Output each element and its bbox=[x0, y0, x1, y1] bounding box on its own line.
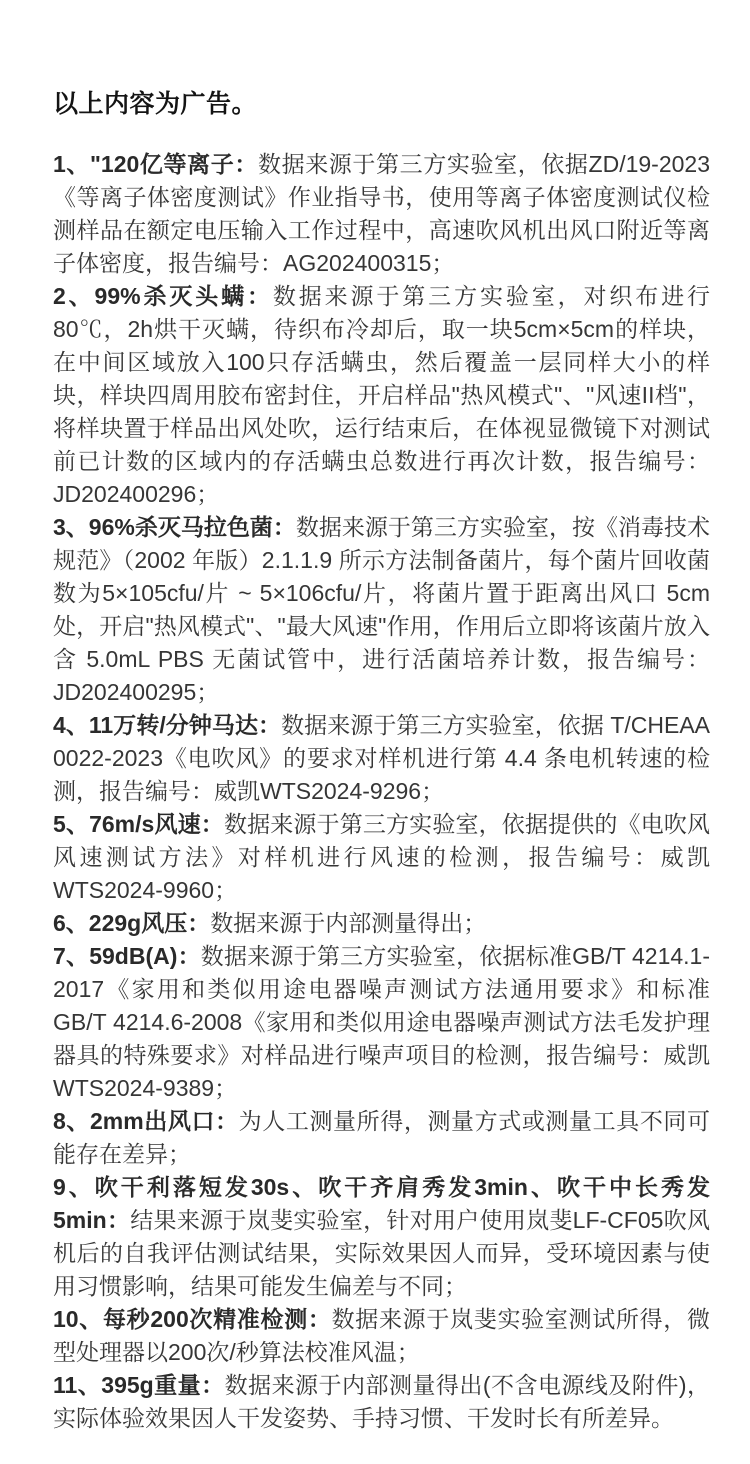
item-desc: 数据来源于第三方实验室，依据提供的《电吹风风速测试方法》对样机进行风速的检测，报告编号：威凯WTS2024-9960； bbox=[53, 811, 711, 903]
item-term: 2、99%杀灭头螨： bbox=[53, 283, 273, 309]
item-term: 5、76m/s风速： bbox=[53, 811, 224, 837]
item-term: 8、2mm出风口： bbox=[53, 1108, 239, 1134]
item-term: 1、"120亿等离子： bbox=[53, 151, 258, 177]
item-desc: 为人工测量所得，测量方式或测量工具不同可能存在差异； bbox=[53, 1108, 711, 1167]
item-desc: 数据来源于第三方实验室，依据标准GB/T 4214.1-2017《家用和类似用途电器噪声测试方法通用要求》和标准 GB/T 4214.6-2008《家用和类似用途电器噪声测试方法毛发护理器具的特殊要求》对样品进行噪声项目的检测，报告编号：威凯WTS2024-9389； bbox=[53, 943, 710, 1101]
disclaimer-item bbox=[53, 148, 710, 280]
page-title: 以上内容为广告。 bbox=[53, 90, 258, 118]
disclaimer-item bbox=[53, 709, 710, 808]
item-term: 7、59dB(A)： bbox=[53, 943, 201, 969]
item-desc: 结果来源于岚斐实验室，针对用户使用岚斐LF-CF05吹风机后的自我评估测试结果，实际效果因人而异，受环境因素与使用习惯影响，结果可能发生偏差与不同； bbox=[53, 1207, 710, 1299]
disclaimer-item bbox=[53, 1105, 710, 1171]
disclaimer-item bbox=[53, 808, 710, 907]
item-desc: 数据来源于第三方实验室，依据 T/CHEAA 0022-2023《电吹风》的要求对样机进行第 4.4 条电机转速的检测，报告编号：威凯WTS2024-9296； bbox=[53, 712, 711, 804]
item-desc: 数据来源于第三方实验室，依据ZD/19-2023《等离子体密度测试》作业指导书，使用等离子体密度测试仪检测样品在额定电压输入工作过程中，高速吹风机出风口附近等离子体密度，报告编号：AG202400315； bbox=[53, 151, 710, 276]
item-desc: 数据来源于岚斐实验室测试所得，微型处理器以200次/秒算法校准风温； bbox=[53, 1306, 710, 1365]
item-term: 3、96%杀灭马拉色菌： bbox=[53, 514, 296, 540]
item-term: 6、229g风压： bbox=[53, 910, 211, 936]
item-term: 10、每秒200次精准检测： bbox=[53, 1306, 332, 1332]
disclaimer-item bbox=[53, 940, 710, 1105]
disclaimer-item bbox=[53, 280, 710, 511]
disclaimer-item bbox=[53, 907, 710, 940]
disclaimer-item bbox=[53, 1369, 710, 1435]
disclaimer-item bbox=[53, 511, 710, 709]
item-desc: 数据来源于第三方实验室，按《消毒技术规范》（2002 年版）2.1.1.9 所示方法制备菌片，每个菌片回收菌数为5×105cfu/片 ~ 5×106cfu/片，将菌片置于距离出风口 5cm 处，开启"热风模式"、"最大风速"作用，作用后立即将该菌片放入含 5.0mL PBS 无菌试管中，进行活菌培养计数，报告编号：JD202400295； bbox=[53, 514, 710, 705]
item-desc: 数据来源于第三方实验室，对织布进行80℃，2h烘干灭螨，待织布冷却后，取一块5cm×5cm的样块，在中间区域放入100只存活螨虫，然后覆盖一层同样大小的样块，样块四周用胶布密封住，开启样品"热风模式"、"风速II档"，将样块置于样品出风处吹，运行结束后，在体视显微镜下对测试前已计数的区域内的存活螨虫总数进行再次计数，报告编号：JD202400296； bbox=[53, 283, 711, 507]
disclaimer-item bbox=[53, 1303, 710, 1369]
disclaimer-item bbox=[53, 1171, 710, 1303]
item-term: 11、395g重量： bbox=[53, 1372, 225, 1398]
item-term: 4、11万转/分钟马达： bbox=[53, 712, 282, 738]
item-desc: 数据来源于内部测量得出； bbox=[210, 910, 487, 936]
disclaimer-list bbox=[53, 148, 710, 1435]
item-term: 9、吹干利落短发30s、吹干齐肩秀发3min、吹干中长秀发5min： bbox=[53, 1174, 710, 1233]
item-desc: 数据来源于内部测量得出(不含电源线及附件)，实际体验效果因人干发姿势、手持习惯、干发时长有所差异。 bbox=[53, 1372, 710, 1431]
